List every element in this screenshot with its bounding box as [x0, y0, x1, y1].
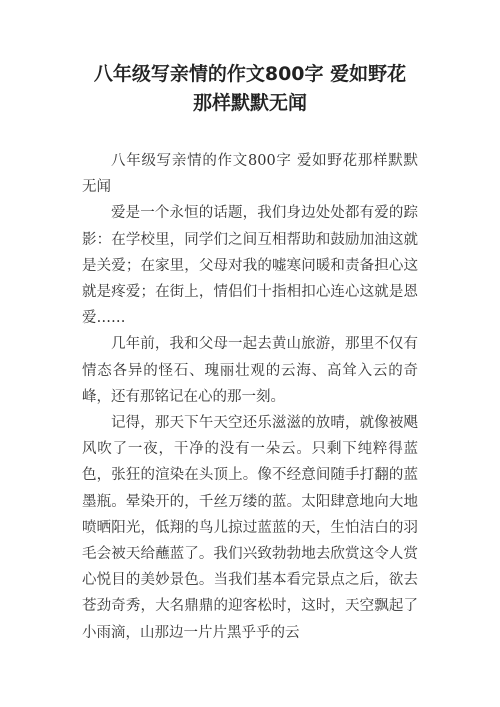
- paragraph-2: 几年前，我和父母一起去黄山旅游，那里不仅有情态各异的怪石、瑰丽壮观的云海、高耸入云的奇峰，还有那铭记在心的那一刻。: [82, 336, 418, 405]
- paragraph-1: 爱是一个永恒的话题，我们身边处处都有爱的踪影：在学校里，同学们之间互相帮助和鼓励加油这就是关爱；在家里，父母对我的嘘寒问暖和责备担心这就是疼爱；在街上，情侣们十指相扣心连心这就是恩爱……: [82, 205, 418, 327]
- paragraph-3: 记得，那天下午天空还乐滋滋的放晴，就像被飓风吹了一夜，干净的没有一朵云。只剩下纯粹得蓝色，张狂的渲染在头顶上。像不经意间随手打翻的蓝墨瓶。晕染开的，千丝万缕的蓝。太阳肆意地向大地喷晒阳光，低翔的鸟儿掠过蓝蓝的天，生怕洁白的羽毛会被天给蘸蓝了。我们兴致勃勃地去欣赏这令人赏心悦目的美妙景色。当我们基本看完景点之后，欲去苍劲奇秀，大名鼎鼎的迎客松时，这时，天空飘起了小雨滴，山那边一片片黑乎乎的云: [82, 415, 418, 641]
- paragraph-subtitle: 八年级写亲情的作文800字 爱如野花那样默默无闻: [82, 153, 418, 196]
- title-line-2: 那样默默无闻: [192, 92, 307, 114]
- title-line-1: 八年级写亲情的作文800字 爱如野花: [93, 63, 407, 85]
- document-title: [40, 60, 460, 118]
- document-body: [82, 148, 418, 646]
